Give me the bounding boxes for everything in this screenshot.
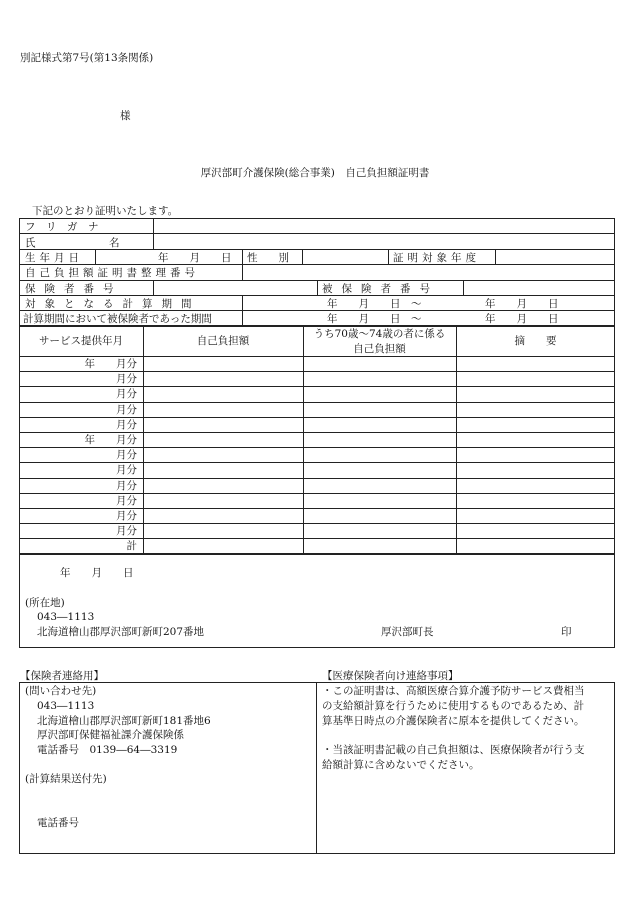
table-row-line xyxy=(19,371,615,372)
table-row-line xyxy=(19,447,615,448)
insured-period-label: 計算期間において被保険者であった期間 xyxy=(23,313,212,325)
month-row-label: 月分 xyxy=(116,388,137,401)
name-label: 氏 名 xyxy=(25,237,120,249)
insured-period-from: 年 月 日 ～ xyxy=(327,313,422,325)
table-row-line xyxy=(19,356,615,357)
issuer-postal: 043―1113 xyxy=(37,611,95,623)
note2-line2: 給額計算に含めないでください。 xyxy=(322,759,480,771)
cert-year-label: 証明対象年度 xyxy=(393,252,480,264)
month-row-label: 月分 xyxy=(116,403,137,416)
contact-address: 北海道檜山郡厚沢部町新町181番地6 xyxy=(37,715,211,727)
month-row-label: 月分 xyxy=(116,494,137,507)
issuer-mayor: 厚沢部町長 xyxy=(381,626,434,638)
header-copay-70-74-l1: うち70歳～74歳の者に係る xyxy=(313,328,446,340)
table-row-line xyxy=(19,538,615,539)
header-remarks: 摘 要 xyxy=(514,335,557,347)
addressee-suffix: 様 xyxy=(120,110,131,122)
inquiry-label: (問い合わせ先) xyxy=(25,685,97,697)
table-row-line xyxy=(19,478,615,479)
month-row-label: 月分 xyxy=(116,510,137,522)
seal-mark: 印 xyxy=(561,626,572,638)
note1-line1: ・この証明書は、高額医療合算介護予防サービス費相当 xyxy=(322,685,585,697)
send-to-label: (計算結果送付先) xyxy=(25,773,107,785)
month-row-label: 月分 xyxy=(116,525,137,538)
document-title: 厚沢部町介護保険(総合事業) 自己負担額証明書 xyxy=(200,167,430,179)
month-row-label: 月分 xyxy=(116,449,137,462)
header-copay: 自己負担額 xyxy=(196,335,250,347)
issuer-address: 北海道檜山郡厚沢部町新町207番地 xyxy=(37,626,205,638)
contact-department: 厚沢部町保健福祉課介護保険係 xyxy=(37,729,184,741)
gender-label: 性 別 xyxy=(247,252,289,264)
issue-date: 年 月 日 xyxy=(60,567,134,579)
cert-number-label: 自己負担額証明書整理番号 xyxy=(25,267,199,279)
issuer-location-label: (所在地) xyxy=(25,597,65,609)
birthdate-ymd: 年 月 日 xyxy=(158,252,232,264)
month-row-label: 月分 xyxy=(116,479,137,492)
table-row-line xyxy=(19,462,615,463)
month-row-label: 年 月分 xyxy=(84,358,137,370)
calc-period-to: 年 月 日 xyxy=(485,298,559,310)
send-to-phone: 電話番号 xyxy=(37,817,79,829)
note1-line2: の支給額計算を行うために使用するものであるため、計 xyxy=(322,700,585,712)
contact-postal: 043―1113 xyxy=(37,700,95,712)
header-service-month: サービス提供年月 xyxy=(39,335,123,347)
note1-line3: 算基準日時点の介護保険者に原本を提供してください。 xyxy=(322,715,585,727)
medical-notes-heading: 【医療保険者向け連絡事項】 xyxy=(322,670,459,682)
month-row-label: 年 月分 xyxy=(84,434,137,446)
month-row-label: 月分 xyxy=(116,418,137,431)
form-number: 別記様式第7号(第13条関係) xyxy=(20,52,154,64)
table-row-line xyxy=(19,402,615,403)
insurer-number-label: 保険者番号 xyxy=(25,283,123,295)
birthdate-label: 生年月日 xyxy=(25,252,83,264)
total-row-label: 計 xyxy=(126,540,137,553)
furigana-label: フ リ ガ ナ xyxy=(25,221,99,233)
calc-period-label: 対象となる計算期間 xyxy=(25,298,201,310)
insurer-contact-heading: 【保険者連絡用】 xyxy=(20,670,104,682)
month-row-label: 月分 xyxy=(116,373,137,386)
intro-text: 下記のとおり証明いたします。 xyxy=(32,205,179,217)
table-row-line xyxy=(19,386,615,387)
insured-number-label: 被保険者番号 xyxy=(322,283,439,295)
calc-period-from: 年 月 日 ～ xyxy=(327,298,422,310)
table-row-line xyxy=(19,432,615,433)
contact-phone: 電話番号 0139―64―3319 xyxy=(37,744,178,756)
table-row-line xyxy=(19,523,615,524)
header-copay-70-74-l2: 自己負担額 xyxy=(353,343,406,355)
insured-period-to: 年 月 日 xyxy=(485,313,559,325)
table-row-line xyxy=(19,508,615,509)
note2-line1: ・当該証明書記載の自己負担額は、医療保険者が行う支 xyxy=(322,744,585,756)
month-row-label: 月分 xyxy=(116,464,137,477)
table-row-line xyxy=(19,417,615,418)
table-row-line xyxy=(19,493,615,494)
